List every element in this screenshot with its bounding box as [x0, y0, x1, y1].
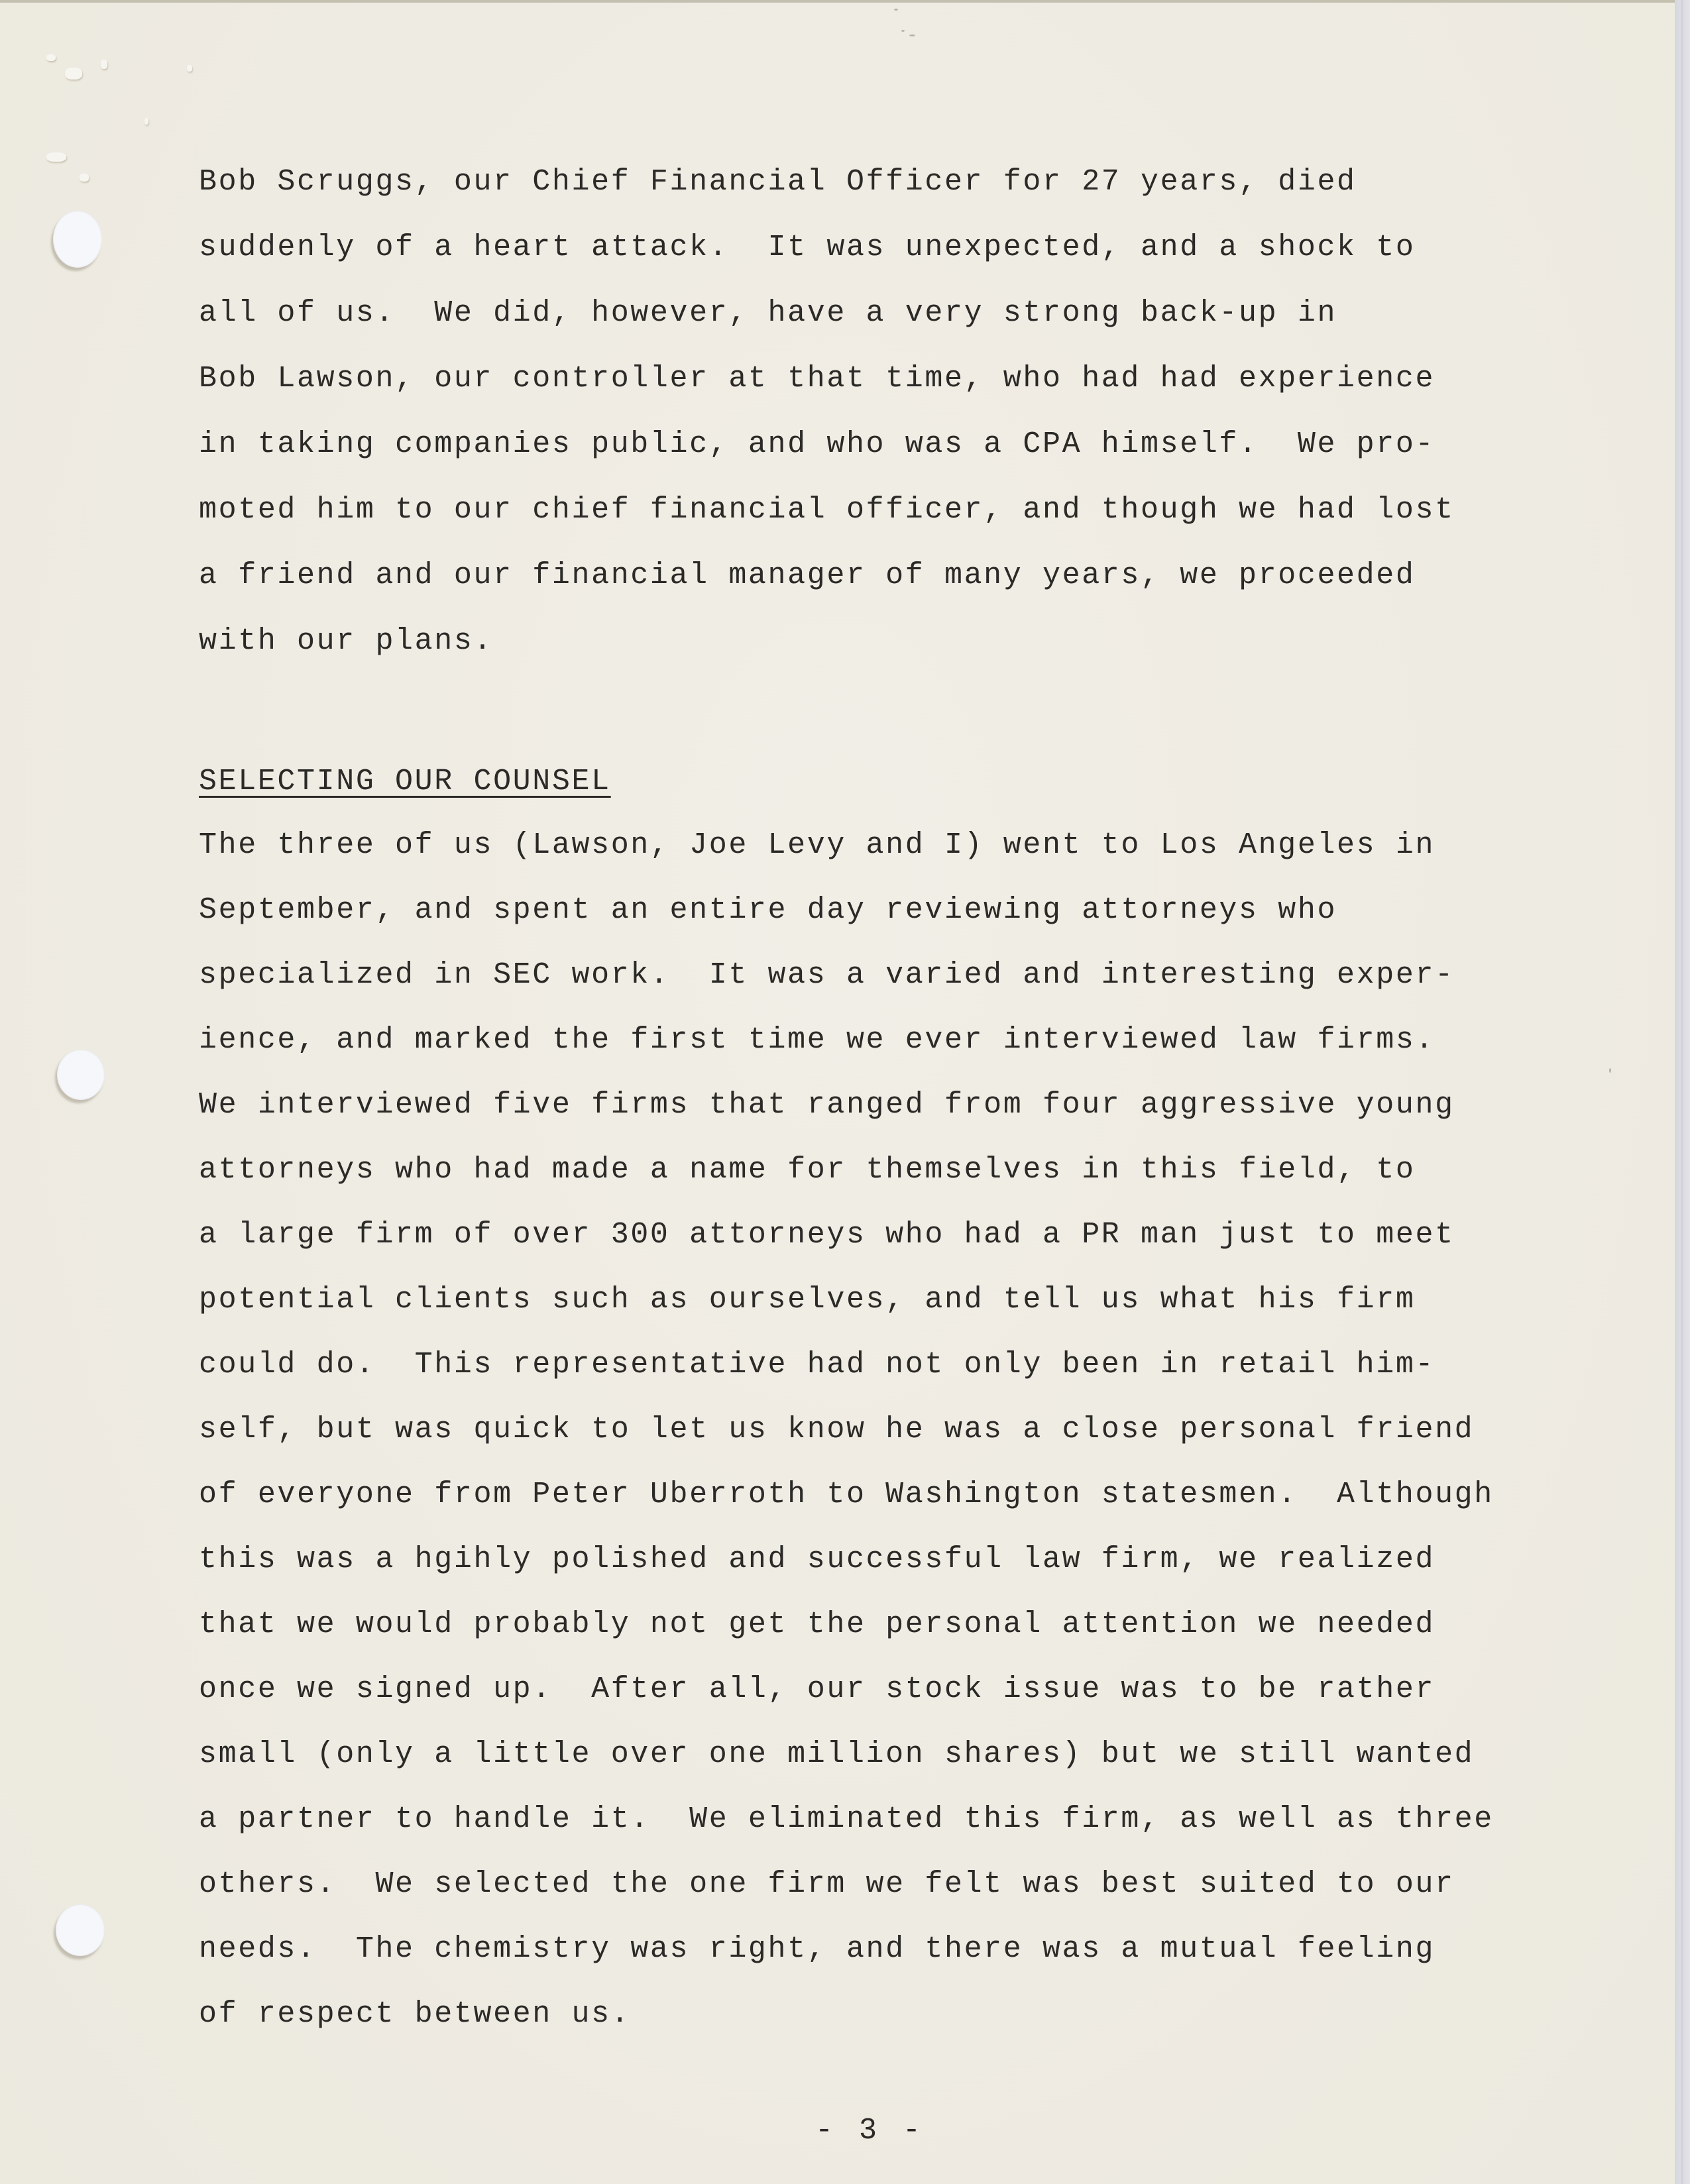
text-line: We interviewed five firms that ranged from four aggressive young — [199, 1088, 1455, 1122]
scanner-edge — [1675, 0, 1690, 2184]
text-line: self, but was quick to let us know he was a close personal friend — [199, 1413, 1475, 1447]
paper-blemish — [46, 54, 56, 61]
page-top-edge — [0, 0, 1675, 3]
paper-blemish — [80, 174, 89, 182]
punch-hole-top — [53, 211, 102, 268]
paragraph-2 — [199, 826, 1494, 2031]
text-line: of respect between us. — [199, 1997, 631, 2031]
text-line: moted him to our chief financial officer, and though we had lost — [199, 493, 1455, 527]
text-line: needs. The chemistry was right, and there was a mutual feeling — [199, 1932, 1436, 1966]
text-line: a friend and our financial manager of many years, we proceeded — [199, 559, 1416, 592]
text-line: others. We selected the one firm we felt was best suited to our — [199, 1867, 1455, 1901]
ink-speck — [1609, 1068, 1611, 1073]
text-line: attorneys who had made a name for themselves in this field, to — [199, 1153, 1416, 1187]
text-line: suddenly of a heart attack. It was unexpected, and a shock to — [199, 231, 1416, 264]
section-heading: SELECTING OUR COUNSEL — [199, 765, 611, 798]
text-line: this was a hgihly polished and successful law firm, we realized — [199, 1543, 1436, 1576]
text-line: September, and spent an entire day reviewing attorneys who — [199, 893, 1337, 927]
paragraph-1 — [199, 162, 1455, 658]
text-line: Bob Scruggs, our Chief Financial Officer for 27 years, died — [199, 165, 1357, 199]
text-line: The three of us (Lawson, Joe Levy and I) went to Los Angeles in — [199, 828, 1436, 862]
paper-blemish — [46, 152, 66, 162]
text-line: ience, and marked the first time we ever interviewed law firms. — [199, 1023, 1436, 1057]
text-line: a partner to handle it. We eliminated this firm, as well as three — [199, 1802, 1494, 1836]
text-line: once we signed up. After all, our stock issue was to be rather — [199, 1672, 1436, 1706]
paper-blemish — [144, 118, 148, 125]
text-line: that we would probably not get the personal attention we needed — [199, 1608, 1436, 1641]
text-line: small (only a little over one million shares) but we still wanted — [199, 1737, 1475, 1771]
paper-blemish — [101, 60, 107, 69]
text-line: specialized in SEC work. It was a varied and interesting exper- — [199, 958, 1455, 992]
text-line: of everyone from Peter Uberroth to Washington statesmen. Although — [199, 1478, 1494, 1511]
ink-speck — [909, 34, 915, 36]
punch-hole-bottom — [56, 1904, 105, 1956]
text-line: could do. This representative had not only been in retail him- — [199, 1348, 1436, 1382]
ink-speck — [894, 9, 898, 11]
paper-blemish — [65, 68, 82, 80]
page-number: - 3 - — [815, 2114, 925, 2148]
text-line: potential clients such as ourselves, and tell us what his firm — [199, 1283, 1416, 1317]
text-line: Bob Lawson, our controller at that time, who had had experience — [199, 362, 1436, 396]
text-line: a large firm of over 300 attorneys who had a PR man just to meet — [199, 1218, 1455, 1252]
ink-speck — [901, 30, 905, 32]
text-line: all of us. We did, however, have a very strong back-up in — [199, 296, 1337, 330]
punch-hole-middle — [57, 1050, 105, 1100]
paper-blemish — [187, 65, 192, 72]
text-line: with our plans. — [199, 624, 494, 658]
text-line: in taking companies public, and who was a CPA himself. We pro- — [199, 427, 1436, 461]
